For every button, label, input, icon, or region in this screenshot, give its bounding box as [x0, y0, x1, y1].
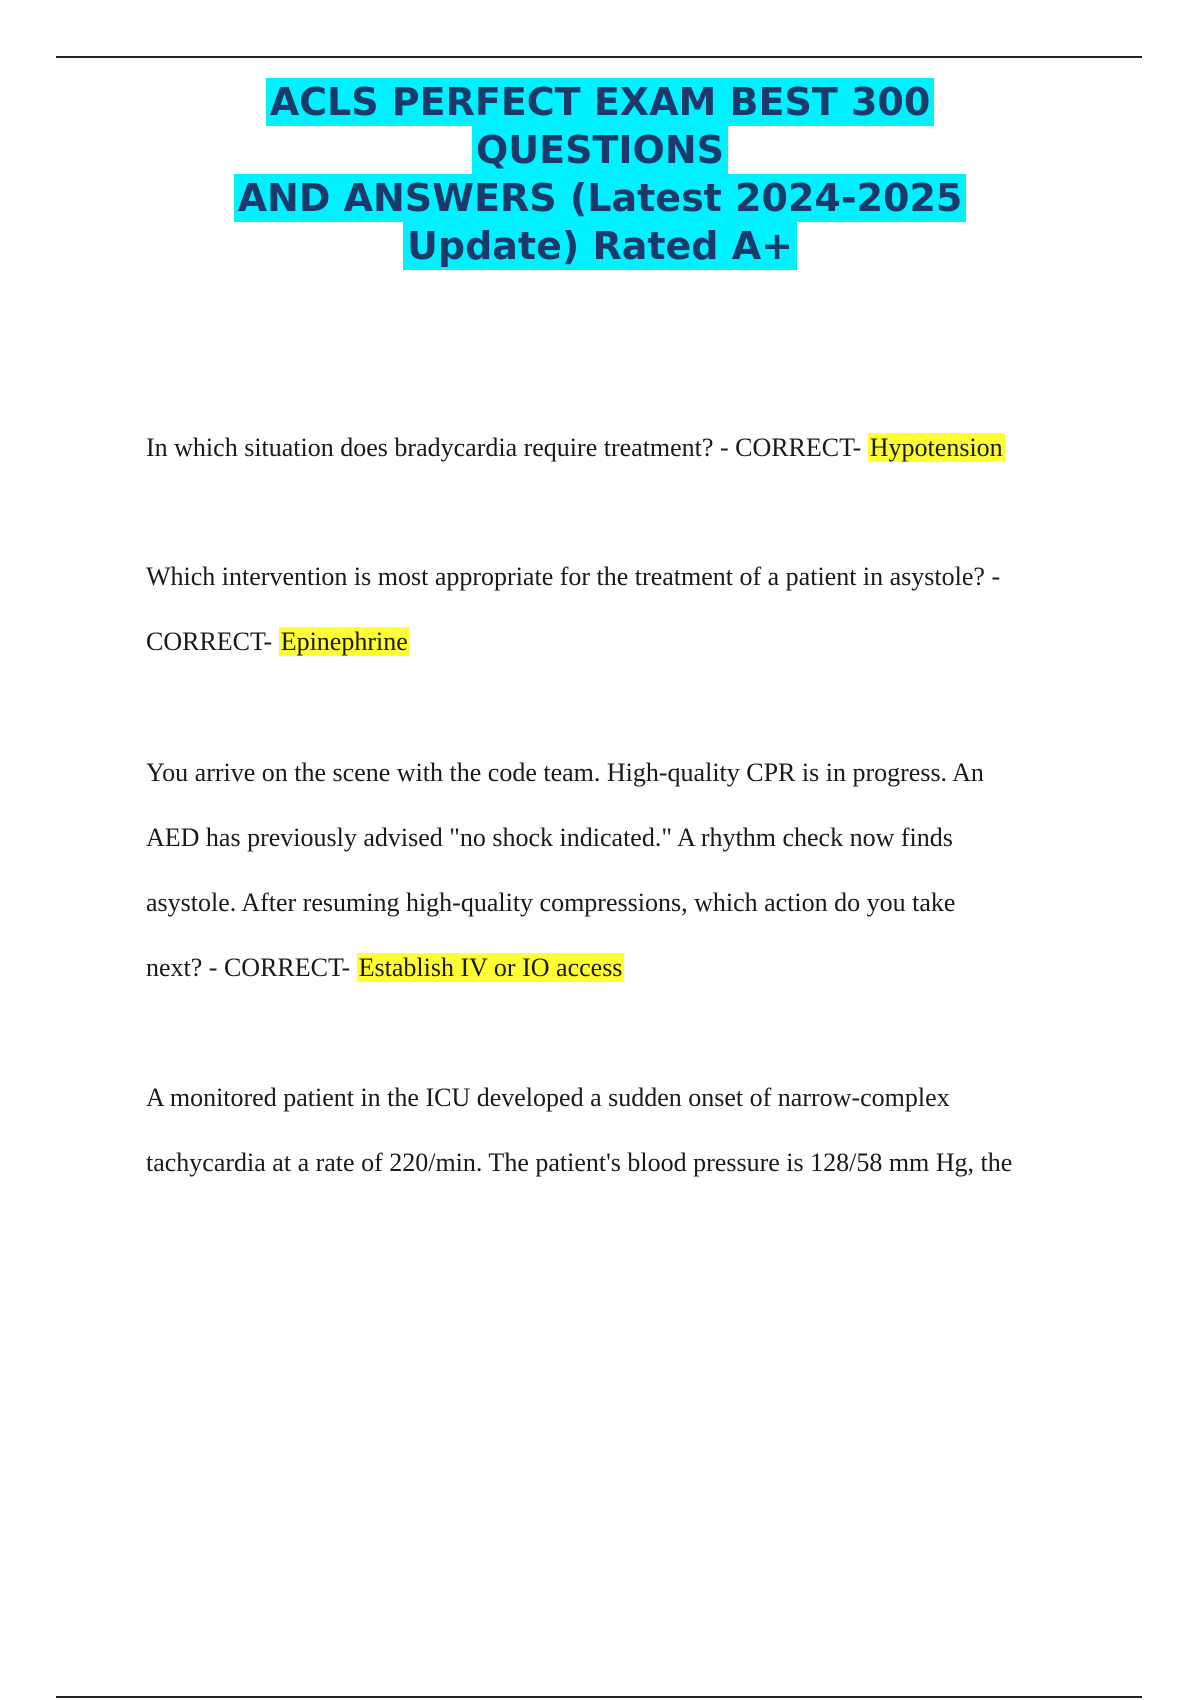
question-text: asystole. After resuming high-quality compressions, which action do you take — [146, 888, 956, 917]
question-text: In which situation does bradycardia require treatment? - CORRECT- — [146, 433, 868, 462]
top-rule — [56, 56, 1142, 58]
bottom-rule — [56, 1696, 1142, 1698]
title-line: AND ANSWERS (Latest 2024-2025 — [234, 174, 967, 222]
question-text: tachycardia at a rate of 220/min. The patient's blood pressure is 128/58 mm Hg, the — [146, 1148, 1013, 1177]
title-line: ACLS PERFECT EXAM BEST 300 — [266, 78, 935, 126]
question-line — [146, 415, 1106, 480]
question-text: AED has previously advised "no shock indicated." A rhythm check now finds — [146, 823, 953, 852]
title-line: QUESTIONS — [472, 126, 728, 174]
question-text: next? - CORRECT- — [146, 953, 357, 982]
question-item — [146, 415, 1106, 480]
question-text: CORRECT- — [146, 627, 279, 656]
answer-highlight: Epinephrine — [280, 627, 408, 656]
answer-highlight: Hypotension — [869, 433, 1003, 462]
question-item — [146, 544, 1106, 674]
title-line: Update) Rated A+ — [403, 222, 797, 270]
document-title — [0, 78, 1200, 270]
question-line — [146, 935, 1106, 1000]
question-line — [146, 609, 1106, 674]
question-text: Which intervention is most appropriate for the treatment of a patient in asystole? - — [146, 562, 1001, 591]
question-item — [146, 740, 1106, 1000]
question-text: You arrive on the scene with the code team. High-quality CPR is in progress. An — [146, 758, 984, 787]
question-text: A monitored patient in the ICU developed a sudden onset of narrow-complex — [146, 1083, 950, 1112]
question-item — [146, 1065, 1106, 1195]
answer-highlight: Establish IV or IO access — [358, 953, 623, 982]
